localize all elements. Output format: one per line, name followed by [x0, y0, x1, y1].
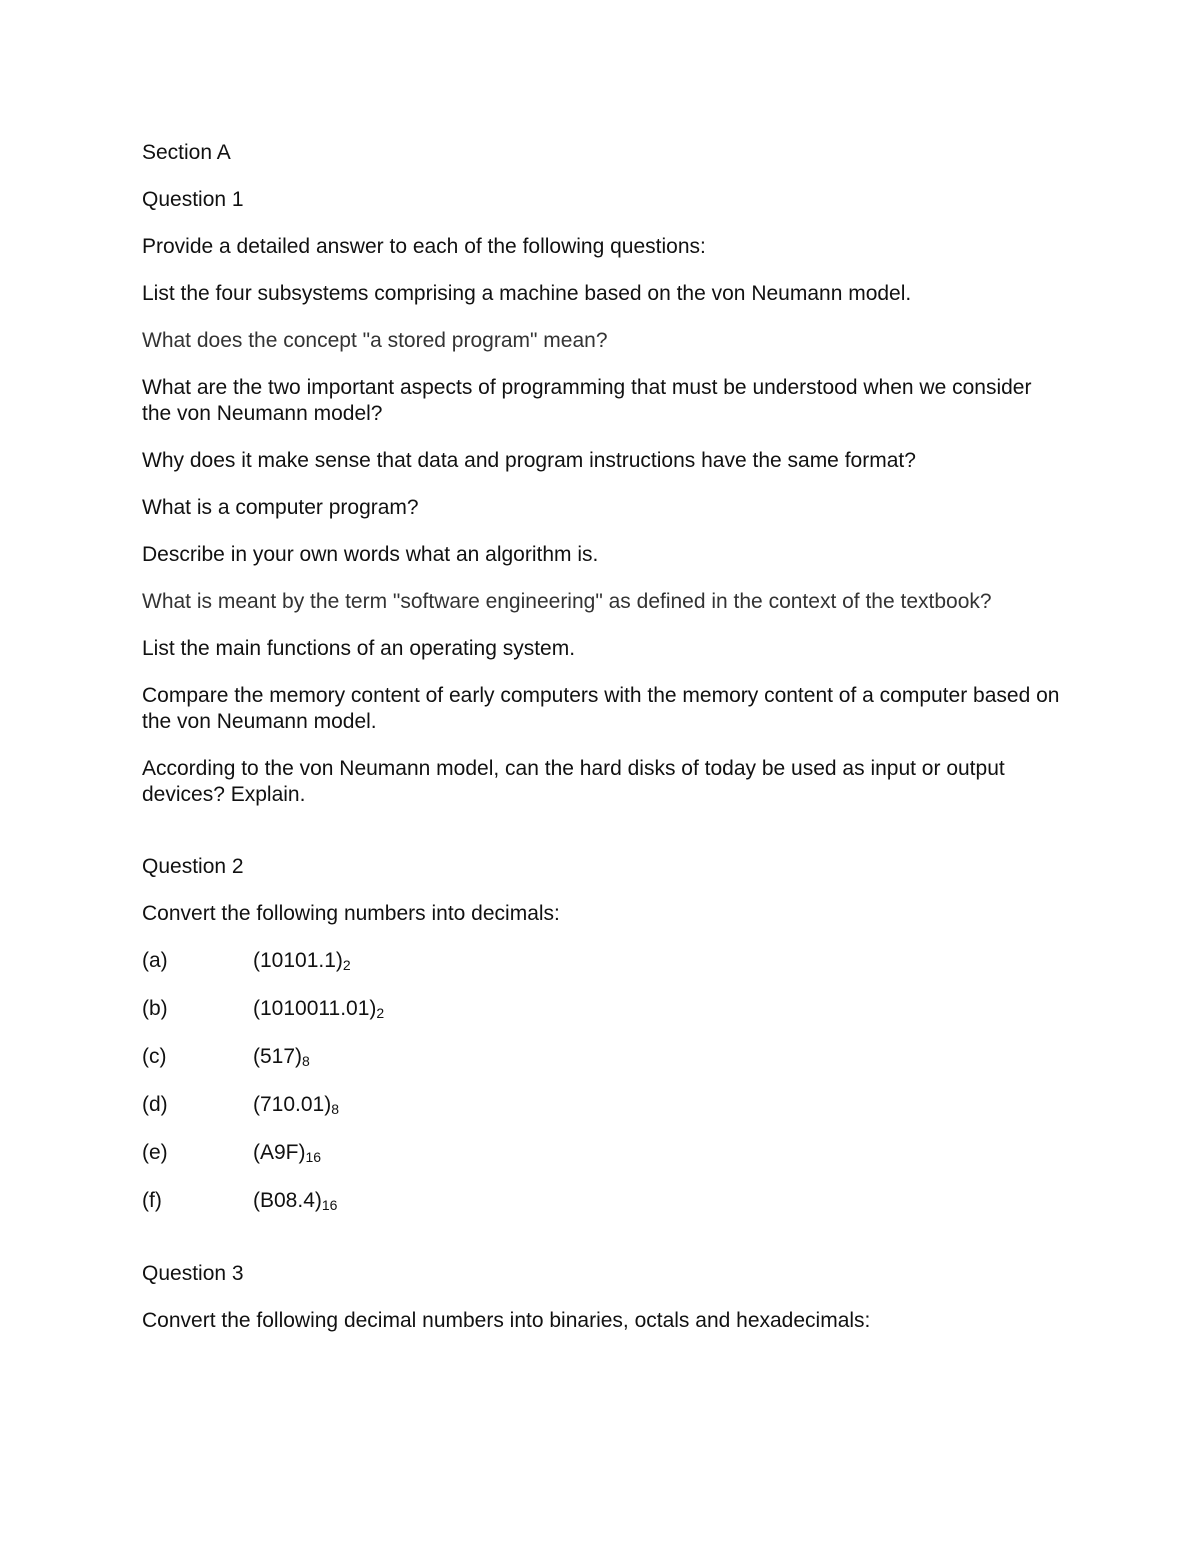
number-base: 16 — [305, 1149, 322, 1165]
question-1-item: What is a computer program? — [142, 496, 419, 519]
conversion-value: (10101.1)2 — [253, 949, 351, 973]
question-1-item: Compare the memory content of early computers with the memory content of a computer based on the von Neumann model. — [142, 684, 1060, 733]
number-base: 8 — [331, 1101, 340, 1117]
number-base: 16 — [321, 1197, 338, 1213]
question-1-item: List the main functions of an operating system. — [142, 637, 576, 660]
question-1-intro: Provide a detailed answer to each of the following questions: — [142, 235, 706, 258]
conversion-item — [142, 948, 1060, 975]
question-1-item: List the four subsystems comprising a machine based on the von Neumann model. — [142, 282, 912, 305]
number-base: 2 — [376, 1005, 385, 1021]
section-heading: Section A — [142, 141, 231, 164]
question-1-item: Why does it make sense that data and program instructions have the same format? — [142, 449, 916, 472]
conversion-label: (f) — [142, 1189, 162, 1212]
conversion-item — [142, 1044, 1060, 1071]
conversion-item — [142, 1092, 1060, 1119]
question-1-item: What is meant by the term "software engineering" as defined in the context of the textbook? — [142, 590, 992, 613]
conversion-value: (1010011.01)2 — [253, 997, 385, 1021]
question-3-intro: Convert the following decimal numbers into binaries, octals and hexadecimals: — [142, 1309, 871, 1332]
conversion-value: (710.01)8 — [253, 1093, 340, 1117]
conversion-item — [142, 1140, 1060, 1167]
question-1-item: What are the two important aspects of programming that must be understood when we consider the von Neumann model? — [142, 376, 1032, 425]
conversion-value: (B08.4)16 — [253, 1189, 338, 1213]
question-3-title: Question 3 — [142, 1262, 244, 1285]
question-2-intro: Convert the following numbers into decimals: — [142, 902, 560, 925]
conversion-item — [142, 996, 1060, 1023]
conversion-label: (b) — [142, 997, 168, 1020]
conversion-value: (A9F)16 — [253, 1141, 322, 1165]
conversion-value: (517)8 — [253, 1045, 310, 1069]
question-1-title: Question 1 — [142, 188, 244, 211]
document-page — [142, 140, 1060, 1355]
conversion-label: (a) — [142, 949, 168, 972]
question-1-item: Describe in your own words what an algorithm is. — [142, 543, 599, 566]
conversion-label: (e) — [142, 1141, 168, 1164]
conversion-item — [142, 1188, 1060, 1215]
conversion-label: (d) — [142, 1093, 168, 1116]
number-base: 2 — [342, 957, 351, 973]
conversion-label: (c) — [142, 1045, 167, 1068]
question-1-item: According to the von Neumann model, can the hard disks of today be used as input or output devices? Explain. — [142, 757, 1005, 806]
number-base: 8 — [302, 1053, 310, 1069]
question-1-item: What does the concept "a stored program" mean? — [142, 329, 608, 352]
question-2-title: Question 2 — [142, 855, 244, 878]
